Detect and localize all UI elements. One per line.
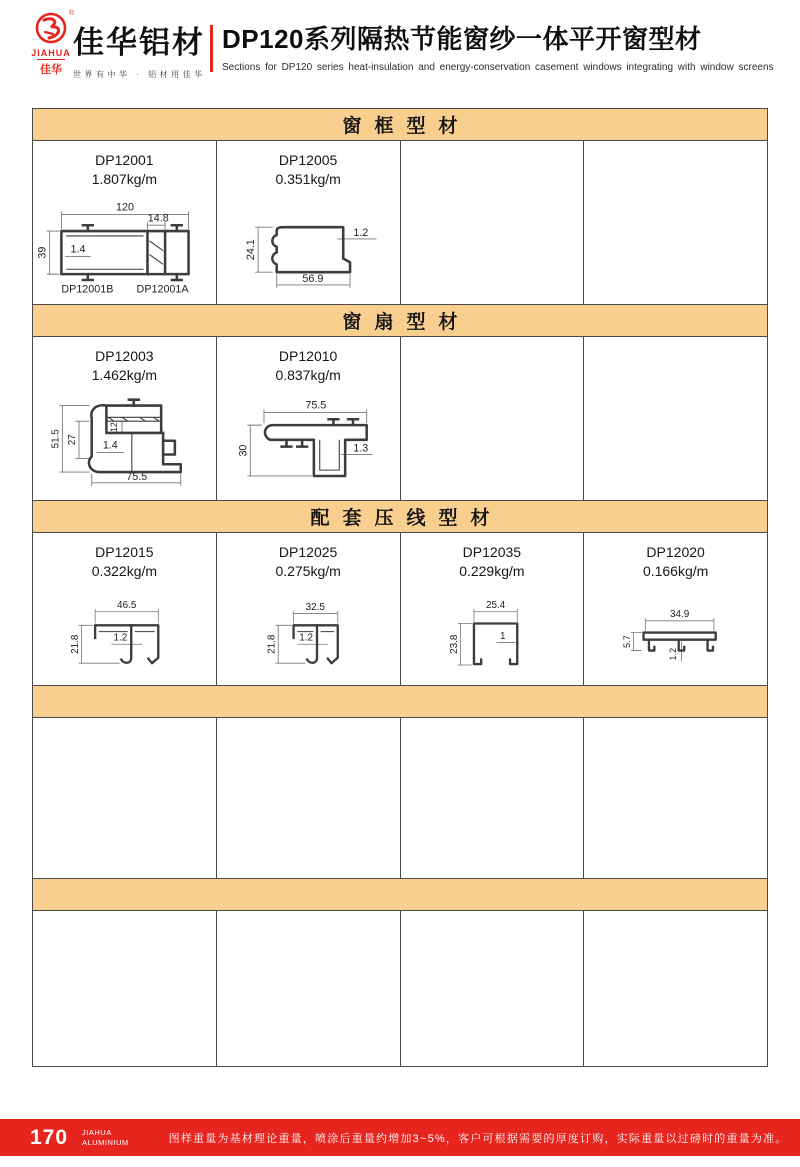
dim-label: 1.2 (353, 226, 369, 239)
footer-brand-line1: JIAHUA (82, 1128, 112, 1138)
profile-weight: 0.229kg/m (459, 562, 525, 579)
bead-profile-row (33, 533, 767, 686)
page-subtitle: Sections for DP120 series heat-insulation and energy-conservation casement windows integrating with window screens (222, 62, 774, 73)
profile-drawing-dp12001 (33, 190, 216, 303)
empty-row-2 (33, 911, 767, 1066)
empty-cell (401, 141, 585, 304)
dim-label: 39 (37, 246, 50, 259)
profile-weight: 0.166kg/m (642, 562, 709, 579)
band-title: 窗框型材 (342, 116, 471, 137)
profile-cell-dp12035 (401, 533, 585, 685)
profile-drawing-dp12015 (33, 582, 216, 685)
profile-table (32, 108, 768, 1067)
band-empty-2 (33, 879, 767, 911)
profile-cell-dp12001 (33, 141, 217, 304)
dim-label: 23.8 (448, 634, 460, 654)
profile-code: DP12010 (278, 348, 338, 364)
footer-brand-line2: ALUMINIUM (82, 1137, 129, 1147)
dim-label: 1.4 (103, 439, 119, 452)
dim-label: 25.4 (485, 599, 506, 611)
registered-mark: ® (68, 10, 74, 17)
dim-label: 1.2 (113, 632, 128, 644)
company-name: 佳华铝材 (73, 25, 205, 60)
profile-cell-dp12020 (584, 533, 767, 685)
profile-drawing-dp12005 (217, 190, 400, 303)
dim-label: 12 (109, 421, 120, 432)
dim-label: 51.5 (50, 429, 62, 449)
band-title: 窗扇型材 (342, 312, 471, 333)
company-slogan: 世界有中华 · 铝材用佳华 (73, 70, 206, 79)
dim-label: 32.5 (305, 601, 325, 613)
profile-code: DP12003 (95, 348, 154, 364)
empty-cell (401, 718, 585, 878)
empty-cell (584, 337, 767, 500)
dim-label: 120 (116, 201, 135, 214)
profile-weight: 1.462kg/m (91, 366, 158, 383)
profile-weight: 0.322kg/m (91, 562, 158, 579)
dim-label: 27 (67, 434, 79, 446)
frame-profile-row (33, 141, 767, 305)
profile-drawing-dp12020 (584, 582, 767, 685)
band-title: 配套压线型材 (310, 508, 503, 529)
dim-label: 1.2 (299, 632, 314, 644)
dim-label: 21.8 (70, 634, 82, 654)
profile-cell-dp12015 (33, 533, 217, 685)
profile-cell-dp12010 (217, 337, 401, 500)
profile-code: DP12025 (278, 544, 338, 560)
company-block (73, 17, 223, 80)
footer-brand (82, 1128, 129, 1147)
profile-weight: 0.351kg/m (275, 170, 341, 187)
part-label: DP12001B (61, 283, 114, 296)
empty-cell (584, 911, 767, 1066)
dim-label: 21.8 (266, 634, 278, 654)
dim-label: 1.3 (353, 442, 369, 455)
profile-drawing-dp12003 (33, 386, 216, 499)
empty-cell (217, 911, 401, 1066)
profile-cell-dp12005 (217, 141, 401, 304)
empty-cell (33, 911, 217, 1066)
profile-code: DP12005 (278, 152, 338, 168)
profile-code: DP12015 (95, 544, 154, 560)
sash-profile-row (33, 337, 767, 501)
profile-weight: 1.807kg/m (91, 170, 158, 187)
brand-cn: 佳华 (37, 59, 65, 77)
dim-label: 1 (499, 630, 506, 642)
profile-drawing-dp12025 (217, 582, 400, 685)
band-bead-profiles (33, 501, 767, 533)
profile-weight: 0.275kg/m (275, 562, 341, 579)
empty-cell (33, 718, 217, 878)
empty-cell (401, 911, 585, 1066)
dim-label: 34.9 (669, 608, 689, 620)
profile-cell-dp12025 (217, 533, 401, 685)
dim-label: 5.7 (621, 635, 632, 648)
jiahua-logo-icon (31, 10, 71, 48)
band-empty-1 (33, 686, 767, 718)
profile-code: DP12020 (646, 544, 705, 560)
dim-label: 1.4 (70, 243, 86, 256)
profile-drawing-dp12035 (401, 582, 584, 685)
profile-drawing-dp12010 (217, 386, 400, 499)
header-divider (210, 25, 213, 72)
empty-row-1 (33, 718, 767, 879)
band-frame-profiles (33, 109, 767, 141)
empty-cell (401, 337, 585, 500)
dim-label: 75.5 (305, 399, 327, 412)
dim-label: 30 (237, 444, 250, 457)
dim-label: 75.5 (126, 470, 148, 483)
footer-note: 图样重量为基材理论重量，喷涂后重量约增加3~5%，客户可根据需要的厚度订购，实际重量以过磅时的重量为准。 (168, 1132, 788, 1145)
profile-code: DP12035 (462, 544, 522, 560)
part-label: DP12001A (136, 283, 189, 296)
band-sash-profiles (33, 305, 767, 337)
empty-cell (217, 718, 401, 878)
profile-weight: 0.837kg/m (275, 366, 341, 383)
title-block (222, 19, 782, 73)
footer-bar (0, 1119, 800, 1156)
dim-label: 1.2 (667, 647, 678, 661)
empty-cell (584, 141, 767, 304)
profile-cell-dp12003 (33, 337, 217, 500)
jiahua-logo (28, 10, 74, 78)
dim-label: 24.1 (245, 238, 258, 260)
empty-cell (584, 718, 767, 878)
brand-en: JIAHUA (31, 48, 71, 58)
dim-label: 56.9 (302, 272, 324, 285)
dim-label: 14.8 (148, 212, 170, 225)
profile-code: DP12001 (95, 152, 154, 168)
page-number: 170 (30, 1125, 69, 1149)
dim-label: 46.5 (117, 599, 137, 611)
page-title: DP120系列隔热节能窗纱一体平开窗型材 (222, 24, 702, 54)
